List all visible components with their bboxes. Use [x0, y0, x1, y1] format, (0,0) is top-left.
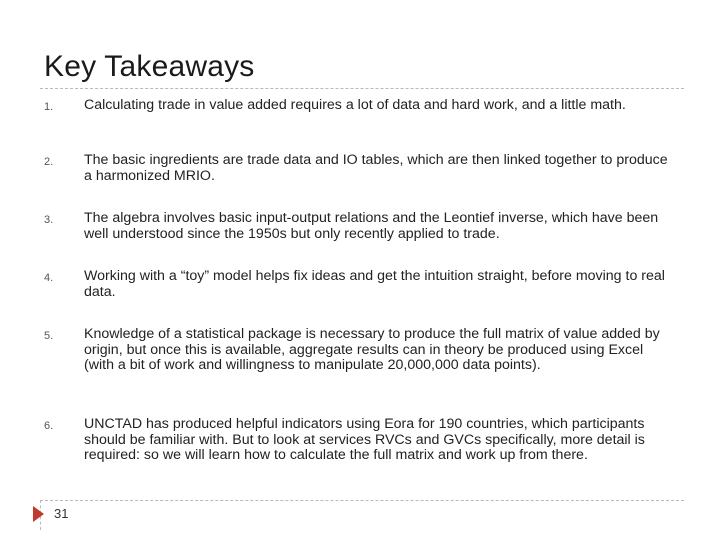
slide-title: Key Takeaways: [44, 50, 255, 83]
item-number: 6.: [44, 420, 54, 432]
item-number: 2.: [44, 156, 54, 168]
item-number: 4.: [44, 272, 54, 284]
item-number: 1.: [44, 101, 54, 113]
item-text: Calculating trade in value added requires a lot of data and hard work, and a little math.: [84, 97, 626, 113]
play-arrow-icon: [33, 506, 44, 522]
page-number: 31: [54, 506, 69, 521]
item-text: The basic ingredients are trade data and IO tables, which are then linked together to produce a harmonized MRIO.: [84, 152, 668, 184]
item-text: The algebra involves basic input-output relations and the Leontief inverse, which have been well understood since the 1950s but only recently applied to trade.: [84, 210, 659, 242]
item-text: Working with a “toy” model helps fix ideas and get the intuition straight, before moving to real data.: [84, 268, 665, 300]
footer-divider: [40, 500, 684, 501]
item-number: 3.: [44, 214, 54, 226]
title-divider: [40, 88, 684, 89]
item-text: Knowledge of a statistical package is necessary to produce the full matrix of value added by origin, but once this is available, aggregate results can in theory be produced using Excel (with a bit of work and willingness to manipulate 20,000,000 data points).: [84, 326, 660, 374]
item-text: UNCTAD has produced helpful indicators using Eora for 190 countries, which participants should be familiar with. But to look at services RVCs and GVCs specifically, more detail is required: so we will learn how to calculate the full matrix and work up from there.: [84, 416, 645, 464]
item-number: 5.: [44, 330, 54, 342]
